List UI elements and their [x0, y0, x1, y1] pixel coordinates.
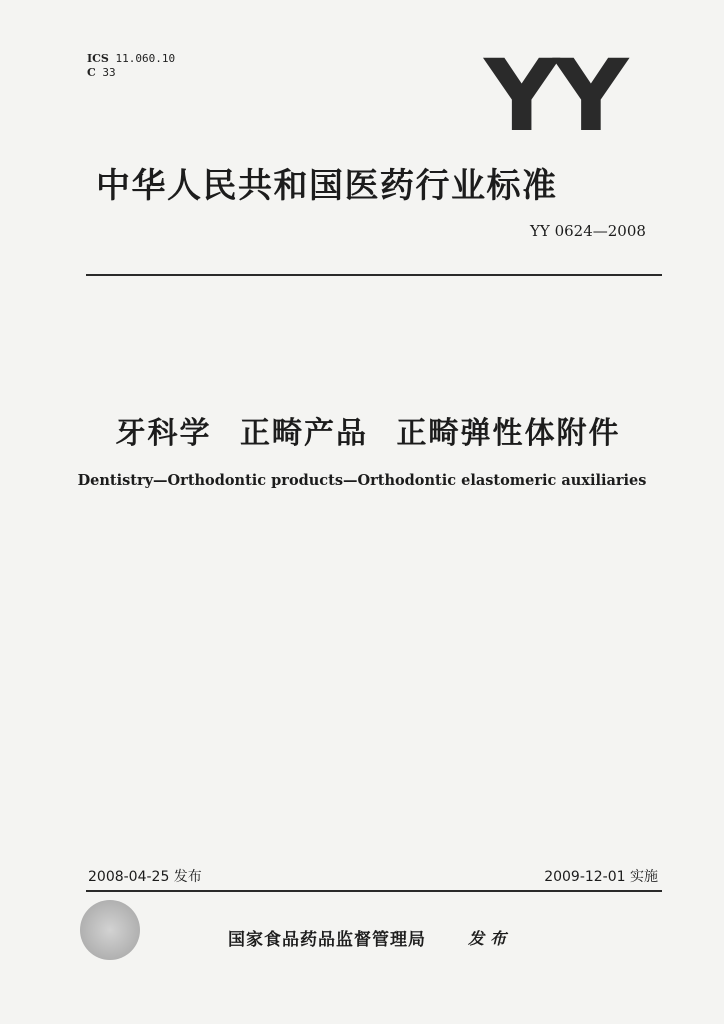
standard-number: YY 0624—2008	[530, 222, 646, 240]
issue-label: 发布	[468, 929, 513, 948]
top-divider	[86, 274, 662, 276]
ccs-line	[87, 66, 175, 80]
bottom-divider	[86, 890, 662, 892]
ics-label: ICS	[87, 52, 109, 65]
chinese-title	[0, 408, 724, 452]
issuing-authority: 国家食品药品监督管理局	[228, 930, 426, 950]
classification-codes	[87, 52, 175, 80]
ics-line	[87, 52, 175, 66]
yy-logo: YY	[484, 38, 623, 154]
english-title: Dentistry—Orthodontic products—Orthodontic elastomeric auxiliaries	[77, 472, 647, 489]
title-part-1: 牙科学	[115, 416, 212, 451]
ics-code: 11.060.10	[115, 52, 176, 65]
official-seal-stamp	[80, 900, 140, 960]
title-part-3: 正畸弹性体附件	[396, 416, 621, 451]
ccs-code: 33	[102, 66, 116, 79]
effective-date: 2009-12-01 实施	[544, 869, 658, 885]
publish-date: 2008-04-25 发布	[88, 869, 202, 885]
standard-category-title: 中华人民共和国医药行业标准	[96, 166, 558, 206]
title-part-2: 正畸产品	[240, 416, 368, 451]
ccs-label: C	[87, 66, 96, 79]
